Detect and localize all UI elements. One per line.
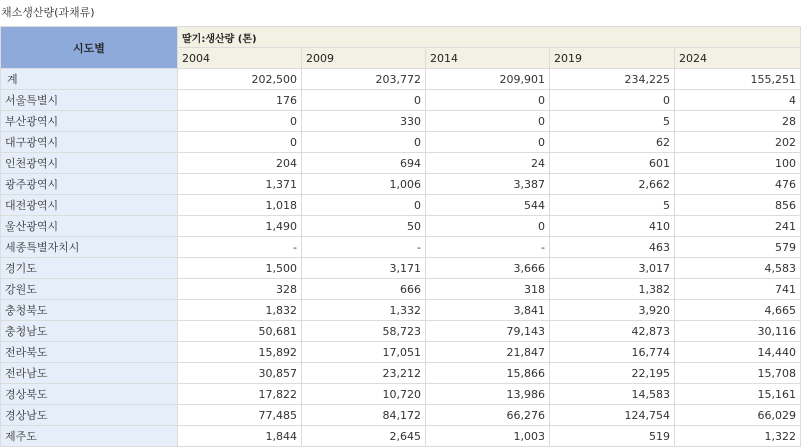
- value-cell: 1,832: [178, 300, 302, 321]
- value-cell: 17,051: [302, 342, 426, 363]
- table-row: [1, 279, 801, 300]
- value-cell: 24: [426, 153, 550, 174]
- value-cell: 23,212: [302, 363, 426, 384]
- value-cell: 3,171: [302, 258, 426, 279]
- value-cell: 203,772: [302, 69, 426, 90]
- value-cell: 544: [426, 195, 550, 216]
- value-cell: 1,382: [550, 279, 675, 300]
- table-row: [1, 132, 801, 153]
- value-cell: 741: [675, 279, 801, 300]
- value-cell: 330: [302, 111, 426, 132]
- value-cell: 0: [426, 132, 550, 153]
- value-cell: 209,901: [426, 69, 550, 90]
- value-cell: 0: [426, 111, 550, 132]
- value-cell: 50,681: [178, 321, 302, 342]
- value-cell: 1,844: [178, 426, 302, 447]
- table-row: [1, 216, 801, 237]
- region-label: 세종특별자치시: [1, 237, 178, 258]
- value-cell: 0: [302, 90, 426, 111]
- value-cell: 519: [550, 426, 675, 447]
- value-cell: -: [426, 237, 550, 258]
- value-cell: 21,847: [426, 342, 550, 363]
- value-cell: 328: [178, 279, 302, 300]
- value-cell: 3,017: [550, 258, 675, 279]
- value-cell: 0: [550, 90, 675, 111]
- value-cell: 79,143: [426, 321, 550, 342]
- value-cell: 694: [302, 153, 426, 174]
- value-cell: 1,018: [178, 195, 302, 216]
- region-label: 광주광역시: [1, 174, 178, 195]
- value-cell: 66,276: [426, 405, 550, 426]
- value-cell: 62: [550, 132, 675, 153]
- value-cell: 0: [426, 90, 550, 111]
- value-cell: 1,490: [178, 216, 302, 237]
- value-cell: 84,172: [302, 405, 426, 426]
- value-cell: 13,986: [426, 384, 550, 405]
- value-cell: 1,003: [426, 426, 550, 447]
- value-cell: 15,892: [178, 342, 302, 363]
- value-cell: 155,251: [675, 69, 801, 90]
- region-label: 제주도: [1, 426, 178, 447]
- value-cell: 58,723: [302, 321, 426, 342]
- region-label: 대구광역시: [1, 132, 178, 153]
- value-cell: 1,500: [178, 258, 302, 279]
- value-cell: 318: [426, 279, 550, 300]
- table-row: [1, 405, 801, 426]
- value-cell: 0: [302, 132, 426, 153]
- value-cell: 234,225: [550, 69, 675, 90]
- table-row: [1, 174, 801, 195]
- value-cell: 30,116: [675, 321, 801, 342]
- value-cell: 3,920: [550, 300, 675, 321]
- value-cell: 4,665: [675, 300, 801, 321]
- region-label: 경기도: [1, 258, 178, 279]
- value-cell: 100: [675, 153, 801, 174]
- value-cell: 66,029: [675, 405, 801, 426]
- year-column-header[interactable]: 2009: [302, 48, 426, 69]
- indicator-group-header[interactable]: 딸기:생산량 (톤): [178, 27, 801, 48]
- table-row: [1, 111, 801, 132]
- region-label: 부산광역시: [1, 111, 178, 132]
- value-cell: 124,754: [550, 405, 675, 426]
- value-cell: 1,371: [178, 174, 302, 195]
- value-cell: 42,873: [550, 321, 675, 342]
- table-row: [1, 69, 801, 90]
- value-cell: 202,500: [178, 69, 302, 90]
- table-row: [1, 321, 801, 342]
- year-column-header[interactable]: 2014: [426, 48, 550, 69]
- value-cell: 476: [675, 174, 801, 195]
- value-cell: 15,866: [426, 363, 550, 384]
- region-column-header[interactable]: 시도별: [1, 27, 178, 69]
- value-cell: 579: [675, 237, 801, 258]
- value-cell: 463: [550, 237, 675, 258]
- value-cell: 10,720: [302, 384, 426, 405]
- value-cell: 0: [178, 132, 302, 153]
- value-cell: 77,485: [178, 405, 302, 426]
- year-column-header[interactable]: 2004: [178, 48, 302, 69]
- table-body: [1, 69, 801, 447]
- data-table: [0, 26, 801, 447]
- value-cell: 14,583: [550, 384, 675, 405]
- value-cell: 2,662: [550, 174, 675, 195]
- value-cell: 15,708: [675, 363, 801, 384]
- region-label: 대전광역시: [1, 195, 178, 216]
- value-cell: 1,332: [302, 300, 426, 321]
- year-column-header[interactable]: 2024: [675, 48, 801, 69]
- value-cell: 856: [675, 195, 801, 216]
- region-label: 경상남도: [1, 405, 178, 426]
- value-cell: 410: [550, 216, 675, 237]
- value-cell: 22,195: [550, 363, 675, 384]
- value-cell: 30,857: [178, 363, 302, 384]
- table-row: [1, 153, 801, 174]
- value-cell: 5: [550, 195, 675, 216]
- value-cell: 16,774: [550, 342, 675, 363]
- region-label: 전라북도: [1, 342, 178, 363]
- table-row: [1, 237, 801, 258]
- region-label: 인천광역시: [1, 153, 178, 174]
- value-cell: 1,322: [675, 426, 801, 447]
- year-column-header[interactable]: 2019: [550, 48, 675, 69]
- value-cell: 202: [675, 132, 801, 153]
- table-row: [1, 426, 801, 447]
- value-cell: 3,666: [426, 258, 550, 279]
- value-cell: 28: [675, 111, 801, 132]
- value-cell: 3,387: [426, 174, 550, 195]
- region-label: 계: [1, 69, 178, 90]
- table-row: [1, 90, 801, 111]
- value-cell: 4: [675, 90, 801, 111]
- value-cell: 0: [426, 216, 550, 237]
- region-label: 울산광역시: [1, 216, 178, 237]
- header-row-group: [1, 27, 801, 48]
- table-row: [1, 384, 801, 405]
- region-label: 전라남도: [1, 363, 178, 384]
- region-label: 경상북도: [1, 384, 178, 405]
- region-label: 강원도: [1, 279, 178, 300]
- region-label: 충청남도: [1, 321, 178, 342]
- value-cell: 5: [550, 111, 675, 132]
- table-row: [1, 300, 801, 321]
- value-cell: 4,583: [675, 258, 801, 279]
- value-cell: 17,822: [178, 384, 302, 405]
- table-row: [1, 363, 801, 384]
- value-cell: 176: [178, 90, 302, 111]
- region-label: 충청북도: [1, 300, 178, 321]
- value-cell: -: [302, 237, 426, 258]
- table-row: [1, 195, 801, 216]
- value-cell: 15,161: [675, 384, 801, 405]
- table-row: [1, 258, 801, 279]
- value-cell: 14,440: [675, 342, 801, 363]
- page-title: 채소생산량(과채류): [1, 6, 95, 19]
- value-cell: -: [178, 237, 302, 258]
- value-cell: 666: [302, 279, 426, 300]
- value-cell: 204: [178, 153, 302, 174]
- table-row: [1, 342, 801, 363]
- value-cell: 241: [675, 216, 801, 237]
- value-cell: 601: [550, 153, 675, 174]
- value-cell: 3,841: [426, 300, 550, 321]
- value-cell: 0: [178, 111, 302, 132]
- value-cell: 1,006: [302, 174, 426, 195]
- value-cell: 2,645: [302, 426, 426, 447]
- region-label: 서울특별시: [1, 90, 178, 111]
- value-cell: 50: [302, 216, 426, 237]
- value-cell: 0: [302, 195, 426, 216]
